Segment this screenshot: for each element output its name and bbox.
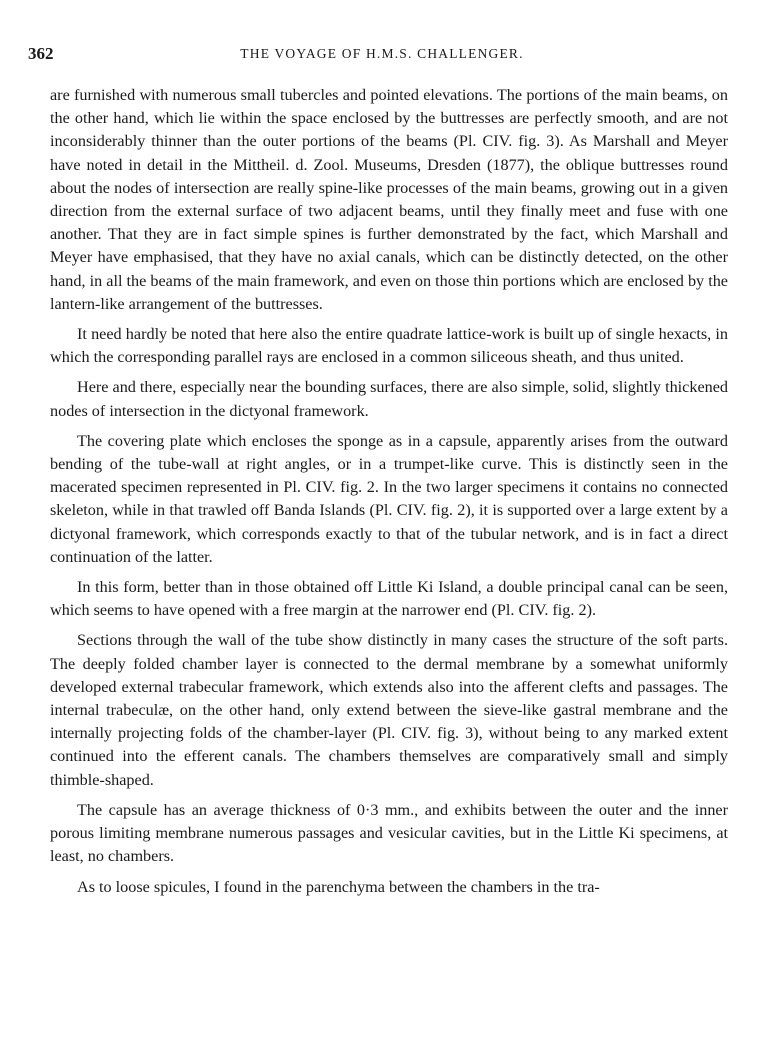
paragraph: Here and there, especially near the bounding surfaces, there are also simple, solid, slightly thickened nodes of intersection in the dictyonal framework. <box>50 378 728 420</box>
body-text <box>50 84 728 906</box>
paragraph: Sections through the wall of the tube show distinctly in many cases the structure of the soft parts. The deeply folded chamber layer is connected to the dermal membrane by a somewhat uniformly developed external trabecular framework, which extends also into the afferent clefts and passages. The internal trabeculæ, on the other hand, only extend between the sieve-like gastral membrane and the internally projecting folds of the chamber-layer (Pl. CIV. fig. 3), without being to any marked extent continued into the efferent canals. The chambers themselves are comparatively small and simply thimble-shaped. <box>50 631 728 789</box>
paragraph: In this form, better than in those obtained off Little Ki Island, a double principal canal can be seen, which seems to have opened with a free margin at the narrower end (Pl. CIV. fig. 2). <box>50 578 728 620</box>
page-header <box>28 44 736 68</box>
paragraph: As to loose spicules, I found in the parenchyma between the chambers in the tra- <box>77 877 600 896</box>
paragraph: The covering plate which encloses the sponge as in a capsule, apparently arises from the outward bending of the tube-wall at right angles, or in a trumpet-like curve. This is distinctly seen in the macerated specimen represented in Pl. CIV. fig. 2. In the two larger specimens it contains no connected skeleton, while in that trawled off Banda Islands (Pl. CIV. fig. 2), it is supported over a large extent by a dictyonal framework, which corresponds exactly to that of the tubular network, and is in fact a direct continuation of the latter. <box>50 431 728 566</box>
page-number: 362 <box>28 44 54 63</box>
paragraph: The capsule has an average thickness of 0·3 mm., and exhibits between the outer and the inner porous limiting membrane numerous passages and vesicular cavities, but in the Little Ki specimens, at least, no chambers. <box>50 800 728 866</box>
running-title: THE VOYAGE OF H.M.S. CHALLENGER. <box>240 46 524 61</box>
paragraph-continued: are furnished with numerous small tubercles and pointed elevations. The portions of the main beams, on the other hand, which lie within the space enclosed by the buttresses are perfectly smooth, and are not inconsiderably thinner than the outer portions of the beams (Pl. CIV. fig. 3). As Marshall and Meyer have noted in detail in the Mittheil. d. Zool. Museums, Dresden (1877), the oblique buttresses round about the nodes of intersection are really spine-like processes of the main beams, growing out in a given direction from the external surface of two adjacent beams, until they finally meet and fuse with one another. That they are in fact simple spines is further demonstrated by the fact, which Marshall and Meyer have emphasised, that they have no axial canals, which can be distinctly detected, on the other hand, in all the beams of the main framework, and even on those thin portions which are enclosed by the lantern-like arrangement of the buttresses. <box>50 86 728 313</box>
paragraph: It need hardly be noted that here also the entire quadrate lattice-work is built up of single hexacts, in which the corresponding parallel rays are enclosed in a common siliceous sheath, and thus united. <box>50 325 728 367</box>
